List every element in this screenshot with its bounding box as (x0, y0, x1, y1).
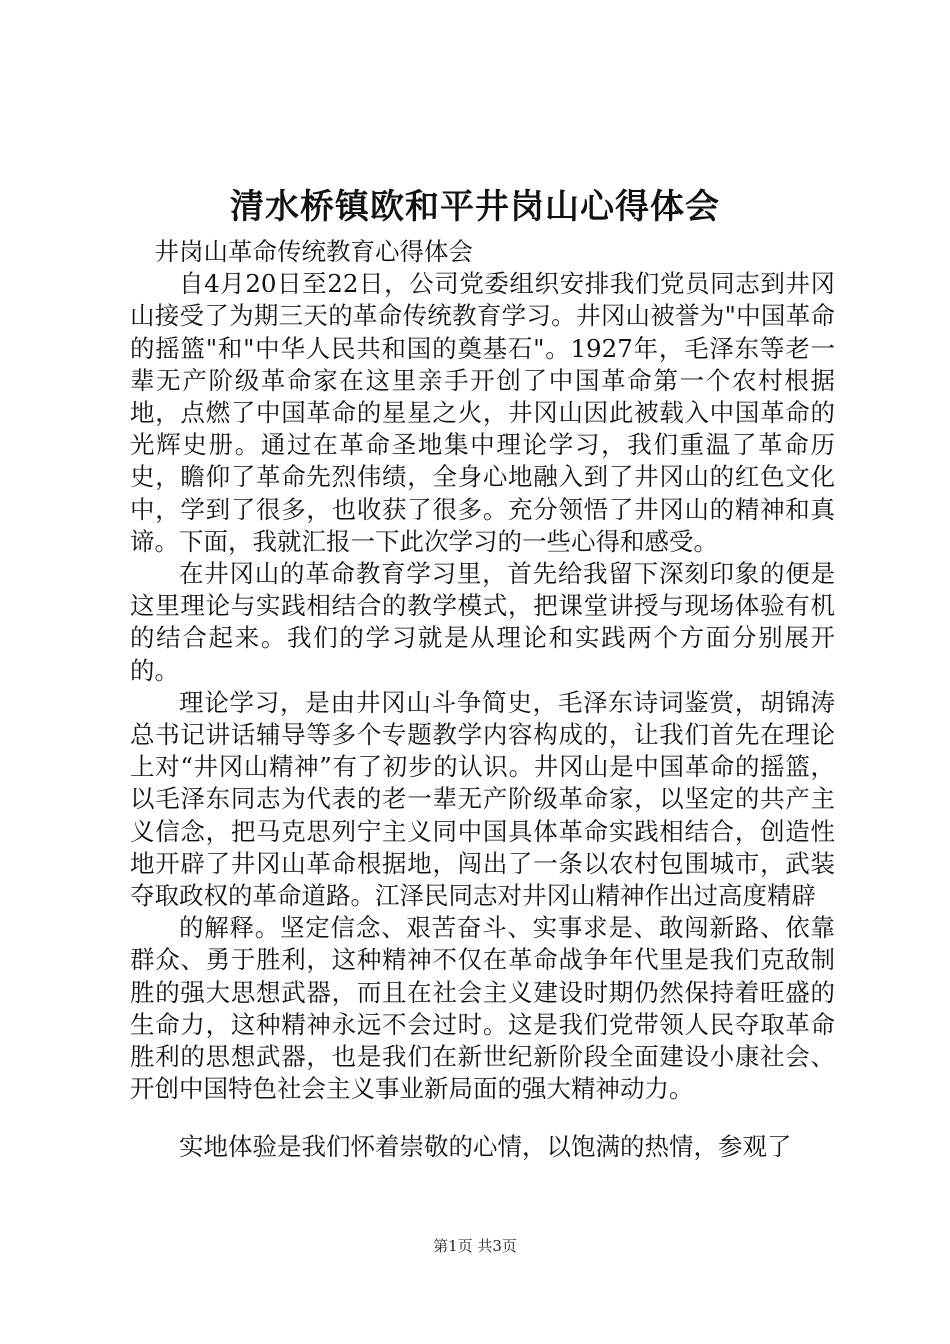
document-body (130, 236, 835, 1164)
paragraph-explanation: 的解释。坚定信念、艰苦奋斗、实事求是、敢闯新路、依靠群众、勇于胜利，这种精神不仅在革命战争年代里是我们克敌制胜的强大思想武器，而且在社会主义建设时期仍然保持着旺盛的生命力，这种精神永远不会过时。这是我们党带领人民夺取革命胜利的思想武器，也是我们在新世纪新阶段全面建设小康社会、开创中国特色社会主义事业新局面的强大精神动力。 (130, 913, 835, 1104)
paragraph-theory-study: 理论学习，是由井冈山斗争简史，毛泽东诗词鉴赏，胡锦涛总书记讲话辅导等多个专题教学内容构成的，让我们首先在理论上对“井冈山精神”有了初步的认识。井冈山是中国革命的摇篮，以毛泽东同志为代表的老一辈无产阶级革命家，以坚定的共产主义信念，把马克思列宁主义同中国具体革命实践相结合，创造性地开辟了井冈山革命根据地，闯出了一条以农村包围城市，武装夺取政权的革命道路。江泽民同志对井冈山精神作出过高度精辟 (130, 687, 835, 911)
paragraph-intro: 自4月20日至22日，公司党委组织安排我们党员同志到井冈山接受了为期三天的革命传统教育学习。井冈山被誉为"中国革命的摇篮"和"中华人民共和国的奠基石"。1927年，毛泽东等老一辈无产阶级革命家在这里亲手开创了中国革命第一个农村根据地，点燃了中国革命的星星之火，井冈山因此被载入中国革命的光辉史册。通过在革命圣地集中理论学习，我们重温了革命历史，瞻仰了革命先烈伟绩，全身心地融入到了井冈山的红色文化中，学到了很多，也收获了很多。充分领悟了井冈山的精神和真谛。下面，我就汇报一下此次学习的一些心得和感受。 (130, 269, 835, 556)
document-subtitle: 井岗山革命传统教育心得体会 (154, 237, 473, 266)
paragraph-teaching-mode: 在井冈山的革命教育学习里，首先给我留下深刻印象的便是这里理论与实践相结合的教学模式，把课堂讲授与现场体验有机的结合起来。我们的学习就是从理论和实践两个方面分别展开的。 (130, 559, 835, 685)
document-title: 清水桥镇欧和平井岗山心得体会 (230, 187, 720, 227)
paragraph-field-experience: 实地体验是我们怀着崇敬的心情，以饱满的热情，参观了 (179, 1132, 792, 1162)
page-number-footer: 第1页 共3页 (433, 1237, 517, 1255)
